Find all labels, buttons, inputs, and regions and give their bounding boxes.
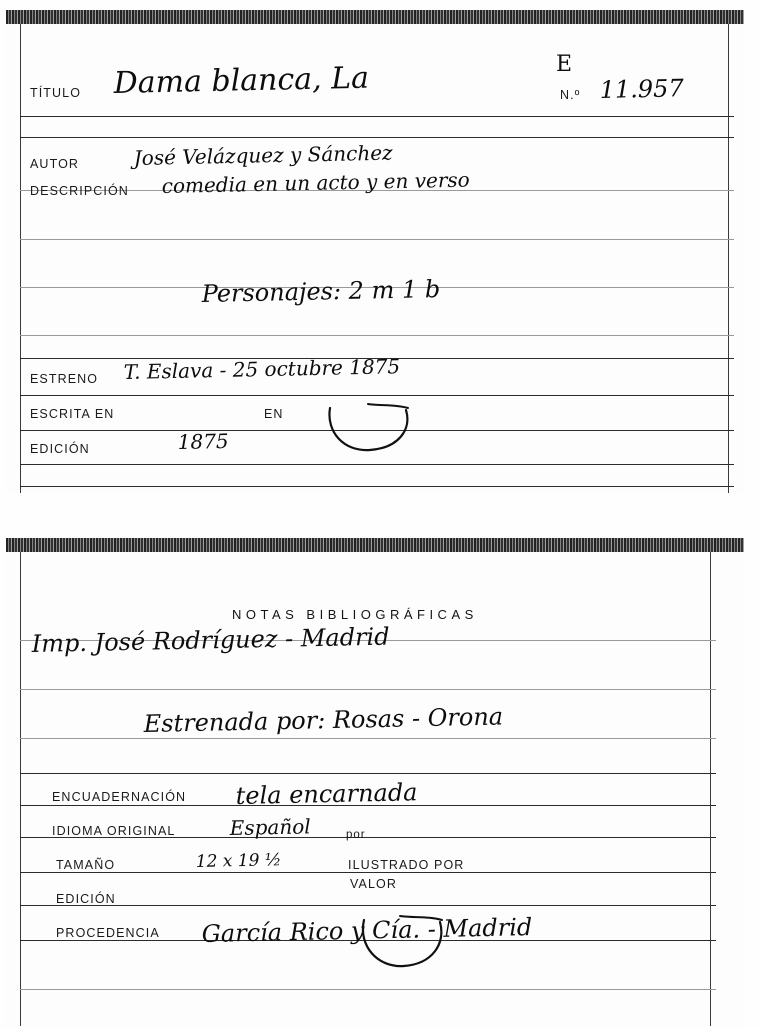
- value-estrenada-por: Estrenada por: Rosas - Orona: [143, 702, 504, 738]
- value-encuadernacion: tela encarnada: [235, 778, 418, 810]
- b-rule-4: [20, 773, 716, 774]
- rule-9: [20, 430, 734, 431]
- rule-8: [20, 395, 734, 396]
- label-en: EN: [264, 407, 284, 421]
- label-autor: AUTOR: [30, 157, 80, 171]
- rule-6: [20, 335, 734, 336]
- value-descripcion: comedia en un acto y en verso: [161, 167, 470, 198]
- catalog-card-bottom: [6, 538, 744, 1026]
- label-escrita-en: ESCRITA EN: [30, 407, 115, 421]
- label-numero: N.º: [560, 88, 581, 102]
- label-titulo: TÍTULO: [30, 86, 82, 100]
- classification-letter: E: [556, 52, 573, 77]
- label-tamano: TAMAÑO: [56, 858, 116, 872]
- value-estreno: T. Eslava - 25 octubre 1875: [123, 354, 401, 384]
- label-ilustrado-por: ILUSTRADO POR: [348, 858, 465, 872]
- left-margin-line-2: [20, 552, 21, 1026]
- label-por: por: [346, 829, 366, 841]
- value-imprenta: Imp. José Rodríguez - Madrid: [31, 622, 390, 658]
- value-procedencia: García Rico y Cía. - Madrid: [201, 913, 533, 948]
- b-rule-7: [20, 872, 716, 873]
- b-rule-2: [20, 689, 716, 690]
- label-edicion: EDICIÓN: [30, 442, 90, 456]
- value-personajes: Personajes: 2 m 1 b: [201, 275, 441, 308]
- label-encuadernacion: ENCUADERNACIÓN: [52, 790, 187, 804]
- rule-11: [20, 486, 734, 487]
- label-edicion-2: EDICIÓN: [56, 892, 116, 906]
- left-margin-line: [20, 24, 21, 493]
- label-estreno: ESTRENO: [30, 372, 99, 386]
- value-idioma-original: Español: [229, 814, 311, 840]
- card-bottom-edge-artifact: [6, 538, 744, 552]
- label-idioma-original: IDIOMA ORIGINAL: [52, 824, 176, 838]
- label-descripcion: DESCRIPCIÓN: [30, 184, 129, 198]
- b-rule-8: [20, 905, 716, 906]
- section-title-notas: NOTAS BIBLIOGRÁFICAS: [232, 607, 478, 622]
- right-margin-line-2: [710, 552, 711, 1026]
- rule-1: [20, 116, 734, 117]
- catalog-card-top: [6, 10, 744, 493]
- card-bottom-body: [6, 552, 744, 1026]
- value-tamano: 12 x 19 ½: [195, 850, 282, 872]
- rule-10: [20, 464, 734, 465]
- b-rule-3: [20, 738, 716, 739]
- right-margin-line: [728, 24, 729, 493]
- rule-2: [20, 137, 734, 138]
- value-titulo: Dama blanca, La: [113, 60, 370, 101]
- b-rule-10: [20, 989, 716, 990]
- rule-4: [20, 239, 734, 240]
- label-procedencia: PROCEDENCIA: [56, 926, 160, 940]
- card-top-body: [6, 24, 744, 493]
- label-valor: VALOR: [350, 877, 397, 891]
- card-top-edge-artifact: [6, 10, 744, 24]
- value-numero: 11.957: [599, 74, 684, 104]
- value-edicion: 1875: [177, 428, 229, 454]
- value-autor: José Velázquez y Sánchez: [133, 140, 393, 170]
